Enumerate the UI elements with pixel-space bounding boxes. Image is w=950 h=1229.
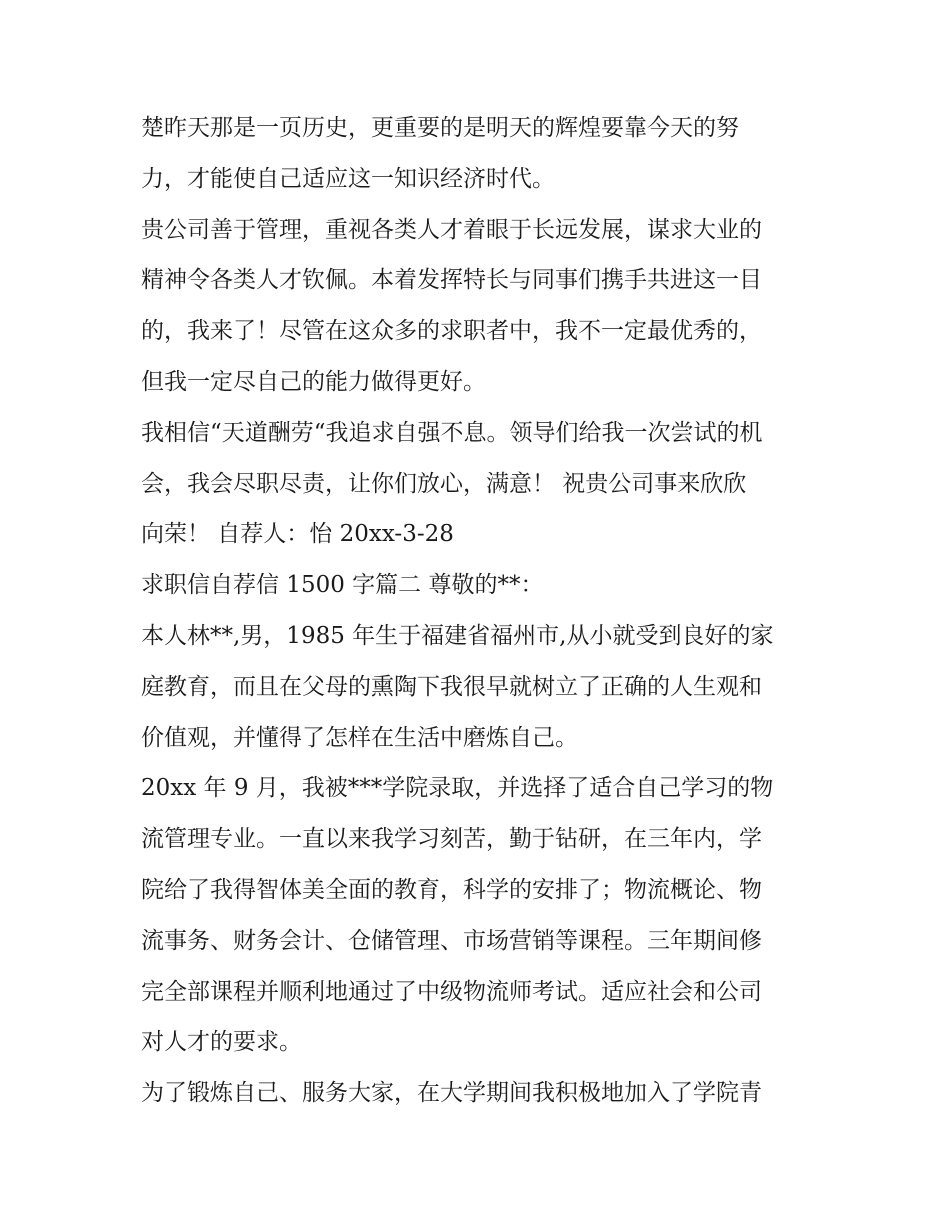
text-line: 为了锻炼自己、服务大家，在大学期间我积极地加入了学院青 [141, 1080, 762, 1107]
text-line: 流管理专业。一直以来我学习刻苦，勤于钻研，在三年内，学 [141, 826, 762, 853]
text-line: 精神令各类人才钦佩。本着发挥特长与同事们携手共进这一目 [141, 267, 762, 294]
text-line: 20xx 年 9 月，我被***学院录取，并选择了适合自己学习的物 [141, 775, 774, 802]
text-line: 力，才能使自己适应这一知识经济时代。 [141, 165, 555, 192]
signature-line: 向荣！ 自荐人：怡 20xx-3-28 [141, 521, 454, 548]
text-line: 对人才的要求。 [141, 1029, 302, 1056]
text-line: 完全部课程并顺利地通过了中级物流师考试。适应社会和公司 [141, 978, 762, 1005]
text-line: 本人林**,男，1985 年生于福建省福州市,从小就受到良好的家 [141, 622, 774, 649]
text-line: 楚昨天那是一页历史，更重要的是明天的辉煌要靠今天的努 [141, 115, 739, 141]
text-line: 贵公司善于管理，重视各类人才着眼于长远发展，谋求大业的 [141, 216, 762, 243]
text-line: 会，我会尽职尽责，让你们放心，满意！ 祝贵公司事来欣欣 [141, 470, 747, 497]
text-line: 的，我来了！尽管在这众多的求职者中，我不一定最优秀的， [141, 318, 762, 345]
text-line: 价值观，并懂得了怎样在生活中磨炼自己。 [141, 724, 578, 751]
text-line: 我相信“天道酬劳“我追求自强不息。领导们给我一次尝试的机 [141, 419, 763, 446]
letter-body [141, 103, 821, 1119]
section-heading: 求职信自荐信 1500 字篇二 尊敬的**： [141, 572, 544, 599]
text-line: 流事务、财务会计、仓储管理、市场营销等课程。三年期间修 [141, 927, 762, 954]
text-line: 院给了我得智体美全面的教育，科学的安排了；物流概论、物 [141, 876, 762, 903]
text-line: 庭教育，而且在父母的熏陶下我很早就树立了正确的人生观和 [141, 673, 762, 700]
text-line: 但我一定尽自己的能力做得更好。 [141, 368, 486, 395]
